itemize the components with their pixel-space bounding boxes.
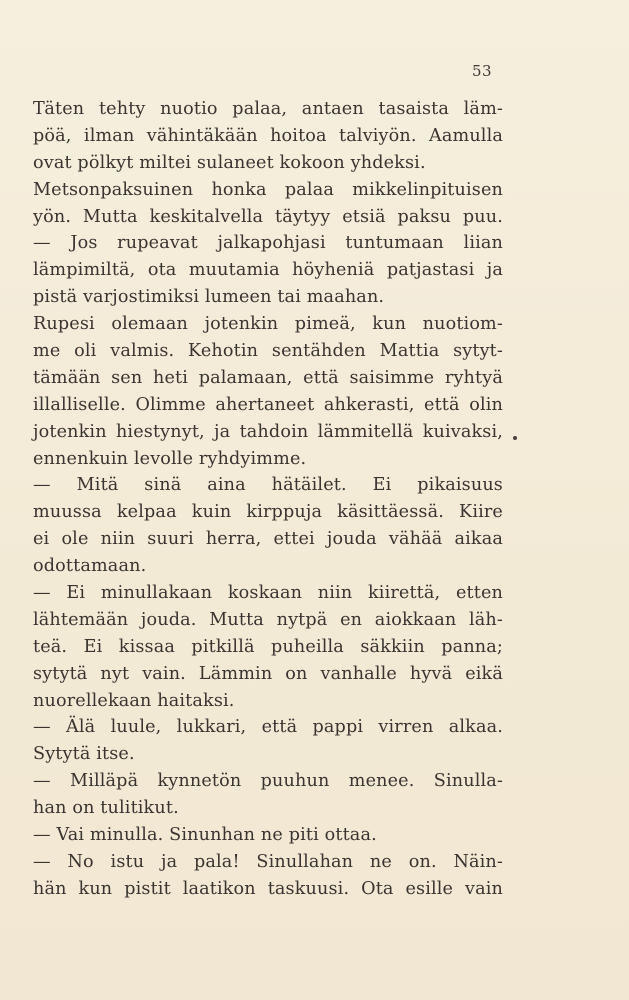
text-line: Rupesi olemaan jotenkin pimeä, kun nuotiom- xyxy=(33,314,503,335)
text-line: sytytä nyt vain. Lämmin on vanhalle hyvä eikä xyxy=(33,663,503,684)
text-line: lähtemään jouda. Mutta nytpä en aiokkaan läh- xyxy=(33,609,503,630)
text-line: — Jos rupeavat jalkapohjasi tuntumaan liian xyxy=(33,233,503,254)
text-line: Metsonpaksuinen honka palaa mikkelinpituisen xyxy=(33,179,503,200)
print-speck xyxy=(513,436,517,440)
text-line: ei ole niin suuri herra, ettei jouda vähää aikaa xyxy=(33,529,503,550)
text-line: muussa kelpaa kuin kirppuja käsittäessä. Kiire xyxy=(33,502,503,523)
text-line: — Vai minulla. Sinunhan ne piti ottaa. xyxy=(33,825,377,846)
text-line: pistä varjostimiksi lumeen tai maahan. xyxy=(33,287,385,308)
text-line: — Älä luule, lukkari, että pappi virren alkaa. xyxy=(33,717,503,738)
text-line: nuorellekaan haitaksi. xyxy=(33,690,235,711)
text-line: lämpimiltä, ota muutamia höyheniä patjastasi ja xyxy=(33,260,503,281)
text-line: pöä, ilman vähintäkään hoitoa talviyön. Aamulla xyxy=(33,125,503,146)
text-line: ennenkuin levolle ryhdyimme. xyxy=(33,448,307,469)
text-line: yön. Mutta keskitalvella täytyy etsiä paksu puu. xyxy=(33,206,503,227)
text-line: — Milläpä kynnetön puuhun menee. Sinulla- xyxy=(33,771,503,792)
text-line: — No istu ja pala! Sinullahan ne on. Näin- xyxy=(33,851,503,872)
text-line: odottamaan. xyxy=(33,556,147,577)
text-line: han on tulitikut. xyxy=(33,798,179,819)
text-line: — Mitä sinä aina hätäilet. Ei pikaisuus xyxy=(33,475,503,496)
text-line: illalliselle. Olimme ahertaneet ahkerasti, että olin xyxy=(33,394,503,415)
text-line: Täten tehty nuotio palaa, antaen tasaista läm- xyxy=(33,99,503,119)
text-line: jotenkin hiestynyt, ja tahdoin lämmitellä kuivaksi, xyxy=(33,421,503,442)
text-line: me oli valmis. Kehotin sentähden Mattia sytyt- xyxy=(33,341,503,362)
text-line: — Ei minullakaan koskaan niin kiirettä, etten xyxy=(33,583,503,604)
page-number: 53 xyxy=(472,62,493,80)
text-line: teä. Ei kissaa pitkillä puheilla säkkiin panna; xyxy=(33,636,503,657)
text-line: Sytytä itse. xyxy=(33,744,135,765)
text-line: hän kun pistit laatikon taskuusi. Ota esille vain xyxy=(33,878,503,899)
text-line: ovat pölkyt miltei sulaneet kokoon yhdeksi. xyxy=(33,152,426,173)
text-line: tämään sen heti palamaan, että saisimme ryhtyä xyxy=(33,367,503,388)
body-text xyxy=(33,96,503,903)
